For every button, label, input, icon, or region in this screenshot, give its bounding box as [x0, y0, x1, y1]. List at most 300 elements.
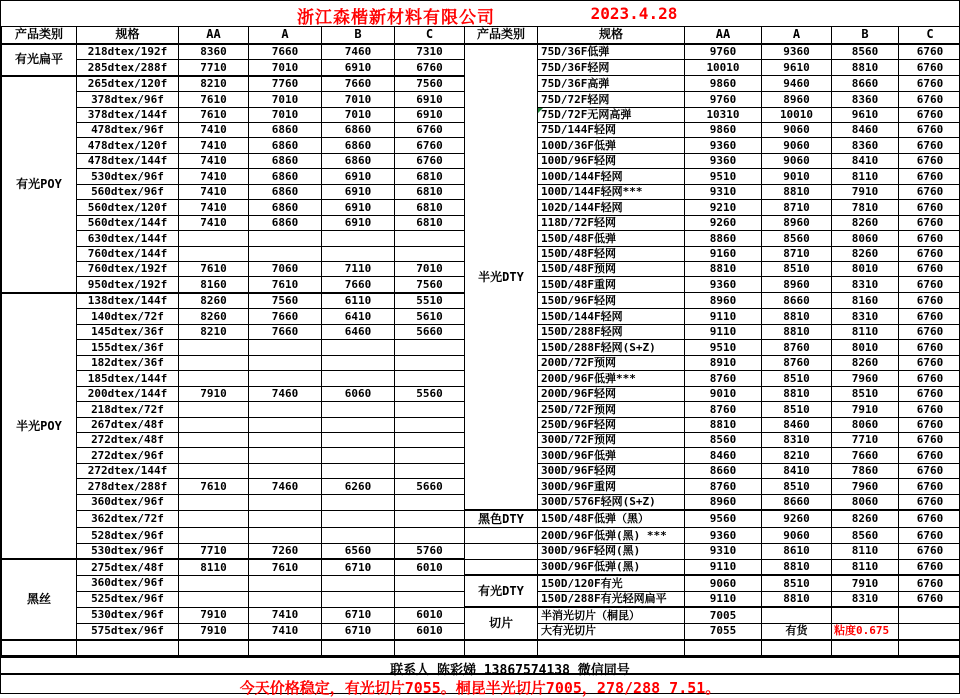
- price-cell: 8360: [179, 44, 249, 60]
- empty-cell: [249, 417, 322, 432]
- price-cell: 8110: [832, 324, 899, 339]
- spec-cell: 138dtex/144f: [77, 293, 179, 309]
- price-cell: 8260: [832, 355, 899, 370]
- price-cell: 8710: [762, 246, 832, 261]
- spec-cell: 560dtex/144f: [77, 215, 179, 230]
- price-cell: 7610: [179, 92, 249, 107]
- empty-cell: [249, 463, 322, 478]
- price-cell: 6760: [899, 371, 960, 386]
- price-cell: 8810: [762, 559, 832, 575]
- price-cell: 8160: [179, 277, 249, 293]
- price-cell: 6760: [899, 169, 960, 184]
- price-cell: 8510: [762, 371, 832, 386]
- price-cell: 6760: [899, 200, 960, 215]
- price-cell: 8710: [762, 200, 832, 215]
- price-cell: 6760: [899, 479, 960, 494]
- price-cell: 8760: [762, 355, 832, 370]
- spec-cell: 760dtex/192f: [77, 261, 179, 276]
- price-cell: 8310: [832, 277, 899, 293]
- price-cell: 7710: [179, 543, 249, 559]
- empty-cell: [249, 640, 322, 656]
- price-cell: 6760: [899, 123, 960, 138]
- price-cell: 6910: [395, 92, 465, 107]
- empty-cell: [685, 640, 762, 656]
- spec-cell: 478dtex/144f: [77, 153, 179, 168]
- empty-cell: [179, 432, 249, 447]
- price-cell: 6760: [395, 138, 465, 153]
- empty-cell: [179, 640, 249, 656]
- price-cell: 7010: [395, 261, 465, 276]
- spec-cell: 200D/72F预网: [538, 355, 685, 370]
- price-cell: 9010: [685, 386, 762, 401]
- price-cell: 8410: [762, 463, 832, 478]
- empty-cell: [179, 528, 249, 543]
- price-cell: 9060: [762, 123, 832, 138]
- empty-cell: [179, 494, 249, 510]
- price-cell: 6910: [322, 184, 395, 199]
- price-cell: 6760: [899, 184, 960, 199]
- price-cell: 6760: [899, 355, 960, 370]
- spec-cell: 272dtex/96f: [77, 448, 179, 463]
- spec-cell: 150D/48F轻网: [538, 246, 685, 261]
- notice-row: 今天价格稳定，有光切片7055。桐昆半光切片7005，278/288 7.51。: [1, 673, 959, 694]
- category-cell: 切片: [465, 607, 538, 639]
- price-cell: 7460: [249, 479, 322, 494]
- empty-cell: [179, 417, 249, 432]
- price-cell: 6760: [899, 386, 960, 401]
- empty-cell: [395, 231, 465, 246]
- column-header: A: [249, 27, 322, 44]
- spec-cell: 525dtex/96f: [77, 591, 179, 607]
- spec-cell: 102D/144F轻网: [538, 200, 685, 215]
- price-cell: 6760: [899, 76, 960, 92]
- price-cell: 6910: [322, 169, 395, 184]
- spec-cell: 150D/96F轻网: [538, 293, 685, 309]
- price-cell: 6760: [899, 261, 960, 276]
- spec-cell: 75D/144F轻网: [538, 123, 685, 138]
- spec-cell: 378dtex/96f: [77, 92, 179, 107]
- price-cell: 7910: [179, 607, 249, 623]
- price-cell: 8460: [832, 123, 899, 138]
- price-cell: 7110: [322, 261, 395, 276]
- price-cell: 6760: [899, 44, 960, 60]
- empty-cell: [322, 463, 395, 478]
- column-header: C: [395, 27, 465, 44]
- column-header: C: [899, 27, 960, 44]
- spec-cell: 300D/96F低弹(黑): [538, 559, 685, 575]
- empty-cell: [899, 607, 960, 623]
- spec-cell: 150D/288F轻网(S+Z): [538, 340, 685, 355]
- price-cell: 6760: [899, 153, 960, 168]
- price-cell: 8560: [762, 231, 832, 246]
- empty-cell: [322, 371, 395, 386]
- column-header: 产品类别: [465, 27, 538, 44]
- spec-cell: 200D/96F轻网: [538, 386, 685, 401]
- price-cell: 7560: [249, 293, 322, 309]
- price-cell: 9610: [832, 107, 899, 122]
- empty-cell: [322, 231, 395, 246]
- price-cell: 6860: [249, 215, 322, 230]
- price-cell: 7610: [179, 107, 249, 122]
- price-cell: 7710: [179, 60, 249, 76]
- price-cell: 8810: [762, 386, 832, 401]
- spec-cell: 大有光切片: [538, 623, 685, 639]
- spec-cell: 140dtex/72f: [77, 309, 179, 324]
- spec-cell: 250D/96F轻网: [538, 417, 685, 432]
- column-header: AA: [685, 27, 762, 44]
- spec-cell: 300D/72F预网: [538, 432, 685, 447]
- price-cell: 6760: [899, 591, 960, 607]
- price-cell: 8210: [179, 324, 249, 339]
- column-header: 规格: [538, 27, 685, 44]
- table-row: [2, 543, 960, 559]
- price-cell: 5660: [395, 479, 465, 494]
- empty-cell: [249, 591, 322, 607]
- price-cell: 9060: [685, 575, 762, 591]
- price-cell: 8010: [832, 340, 899, 355]
- empty-cell: [322, 591, 395, 607]
- spec-cell: 75D/72F无网高弹: [538, 107, 685, 122]
- price-cell: 7005: [685, 607, 762, 623]
- price-cell: 6860: [249, 169, 322, 184]
- price-cell: 8160: [832, 293, 899, 309]
- price-cell: 6010: [395, 559, 465, 575]
- empty-cell: [395, 402, 465, 417]
- price-cell: 6810: [395, 215, 465, 230]
- empty-cell: [899, 623, 960, 639]
- spec-cell: 275dtex/48f: [77, 559, 179, 575]
- empty-cell: [322, 640, 395, 656]
- price-cell: 6810: [395, 184, 465, 199]
- price-cell: 5610: [395, 309, 465, 324]
- price-cell: 6760: [899, 277, 960, 293]
- price-cell: 6760: [899, 402, 960, 417]
- price-cell: 粘度0.675: [832, 623, 899, 639]
- empty-cell: [322, 575, 395, 591]
- empty-cell: [249, 402, 322, 417]
- spec-cell: 75D/36F低弹: [538, 44, 685, 60]
- table-row: [2, 510, 960, 527]
- spec-cell: 478dtex/120f: [77, 138, 179, 153]
- price-cell: 10010: [762, 107, 832, 122]
- spec-cell: 530dtex/96f: [77, 543, 179, 559]
- spec-cell: 478dtex/96f: [77, 123, 179, 138]
- price-cell: 9260: [762, 510, 832, 527]
- price-cell: 9360: [762, 44, 832, 60]
- price-cell: 有货: [762, 623, 832, 639]
- price-cell: 9760: [685, 44, 762, 60]
- empty-cell: [249, 575, 322, 591]
- empty-cell: [762, 607, 832, 623]
- price-cell: 6760: [899, 528, 960, 543]
- empty-cell: [249, 231, 322, 246]
- empty-cell: [179, 340, 249, 355]
- price-cell: 7010: [249, 60, 322, 76]
- price-cell: 7660: [249, 309, 322, 324]
- price-cell: 6760: [899, 324, 960, 339]
- price-cell: 8510: [762, 575, 832, 591]
- price-cell: 9260: [685, 215, 762, 230]
- empty-cell: [395, 591, 465, 607]
- price-cell: 8910: [685, 355, 762, 370]
- price-cell: 8810: [762, 591, 832, 607]
- price-cell: 9110: [685, 559, 762, 575]
- empty-cell: [249, 340, 322, 355]
- price-cell: 6760: [899, 494, 960, 510]
- price-cell: 9210: [685, 200, 762, 215]
- price-cell: 8510: [762, 402, 832, 417]
- price-cell: 7610: [179, 261, 249, 276]
- category-cell: 有光扁平: [2, 44, 77, 76]
- spec-cell: 150D/48F重网: [538, 277, 685, 293]
- price-cell: 8410: [832, 153, 899, 168]
- spec-cell: 360dtex/96f: [77, 494, 179, 510]
- price-cell: 7610: [249, 277, 322, 293]
- price-cell: 9860: [685, 123, 762, 138]
- spec-cell: 560dtex/120f: [77, 200, 179, 215]
- price-cell: 7055: [685, 623, 762, 639]
- price-cell: 9460: [762, 76, 832, 92]
- price-cell: 8260: [832, 246, 899, 261]
- price-cell: 8860: [685, 231, 762, 246]
- price-cell: 9010: [762, 169, 832, 184]
- spec-cell: 362dtex/72f: [77, 510, 179, 527]
- empty-cell: [395, 640, 465, 656]
- price-cell: 7410: [179, 184, 249, 199]
- price-cell: 6760: [899, 107, 960, 122]
- price-cell: 8660: [762, 494, 832, 510]
- price-cell: 7410: [179, 138, 249, 153]
- spec-cell: 300D/96F轻网: [538, 463, 685, 478]
- category-cell: 黑丝: [2, 559, 77, 639]
- price-cell: 8110: [832, 169, 899, 184]
- category-cell: [465, 543, 538, 559]
- price-cell: 9610: [762, 60, 832, 76]
- price-cell: 5760: [395, 543, 465, 559]
- price-cell: 6460: [322, 324, 395, 339]
- price-cell: 8960: [685, 494, 762, 510]
- price-cell: 8510: [762, 479, 832, 494]
- price-cell: 7910: [179, 386, 249, 401]
- price-cell: 8060: [832, 231, 899, 246]
- price-cell: 7910: [179, 623, 249, 639]
- price-cell: 9560: [685, 510, 762, 527]
- price-cell: 7660: [249, 324, 322, 339]
- spec-cell: 150D/144F轻网: [538, 309, 685, 324]
- price-cell: 8460: [762, 417, 832, 432]
- price-cell: 6760: [395, 123, 465, 138]
- spec-cell: 150D/48F低弹（黑）: [538, 510, 685, 527]
- empty-cell: [832, 607, 899, 623]
- category-cell: 黑色DTY: [465, 510, 538, 527]
- price-cell: 9860: [685, 76, 762, 92]
- price-cell: 7660: [322, 76, 395, 92]
- price-cell: 6760: [899, 60, 960, 76]
- empty-cell: [179, 246, 249, 261]
- spec-cell: 950dtex/192f: [77, 277, 179, 293]
- spec-cell: 530dtex/96f: [77, 169, 179, 184]
- spec-cell: 100D/144F轻网: [538, 169, 685, 184]
- empty-cell: [2, 640, 77, 656]
- price-cell: 8210: [762, 448, 832, 463]
- price-cell: 7010: [249, 107, 322, 122]
- empty-cell: [249, 494, 322, 510]
- price-cell: 9060: [762, 153, 832, 168]
- price-cell: 6810: [395, 200, 465, 215]
- empty-cell: [77, 640, 179, 656]
- spec-cell: 200D/96F低弹***: [538, 371, 685, 386]
- price-cell: 8760: [762, 340, 832, 355]
- empty-cell: [249, 371, 322, 386]
- category-cell: 有光POY: [2, 76, 77, 293]
- spec-cell: 218dtex/72f: [77, 402, 179, 417]
- price-cell: 8760: [685, 371, 762, 386]
- price-cell: 8760: [685, 402, 762, 417]
- price-cell: 7410: [179, 215, 249, 230]
- price-cell: 7560: [395, 277, 465, 293]
- spec-cell: 150D/288F有光轻网扁平: [538, 591, 685, 607]
- spec-cell: 半消光切片（桐昆）: [538, 607, 685, 623]
- price-cell: 6860: [322, 153, 395, 168]
- price-cell: 7660: [832, 448, 899, 463]
- empty-cell: [395, 355, 465, 370]
- price-cell: 8110: [179, 559, 249, 575]
- price-cell: 7260: [249, 543, 322, 559]
- empty-cell: [538, 640, 685, 656]
- price-cell: 6710: [322, 559, 395, 575]
- price-cell: 6760: [899, 215, 960, 230]
- price-cell: 9060: [762, 528, 832, 543]
- price-cell: 6710: [322, 607, 395, 623]
- category-cell: 有光DTY: [465, 575, 538, 607]
- empty-cell: [899, 640, 960, 656]
- price-cell: 6860: [249, 184, 322, 199]
- table-row: [2, 559, 960, 575]
- price-cell: 9360: [685, 528, 762, 543]
- price-cell: 9110: [685, 324, 762, 339]
- empty-cell: [249, 246, 322, 261]
- price-cell: 6010: [395, 623, 465, 639]
- price-cell: 9510: [685, 340, 762, 355]
- empty-cell: [322, 246, 395, 261]
- spec-cell: 300D/576F轻网(S+Z): [538, 494, 685, 510]
- price-cell: 6810: [395, 169, 465, 184]
- price-cell: 7960: [832, 371, 899, 386]
- empty-cell: [322, 494, 395, 510]
- price-cell: 6110: [322, 293, 395, 309]
- price-cell: 8960: [762, 277, 832, 293]
- price-cell: 7810: [832, 200, 899, 215]
- table-row: [2, 607, 960, 623]
- spec-cell: 360dtex/96f: [77, 575, 179, 591]
- empty-cell: [832, 640, 899, 656]
- title-row: [1, 1, 959, 26]
- price-cell: 7960: [832, 479, 899, 494]
- category-cell: 半光POY: [2, 293, 77, 559]
- price-cell: 8110: [832, 559, 899, 575]
- spec-cell: 100D/36F低弹: [538, 138, 685, 153]
- empty-cell: [395, 448, 465, 463]
- empty-cell: [395, 432, 465, 447]
- price-cell: 7560: [395, 76, 465, 92]
- price-cell: 10010: [685, 60, 762, 76]
- price-cell: 8960: [762, 215, 832, 230]
- price-cell: 7860: [832, 463, 899, 478]
- price-cell: 6760: [899, 246, 960, 261]
- price-cell: 8310: [832, 309, 899, 324]
- empty-cell: [395, 494, 465, 510]
- empty-cell: [179, 591, 249, 607]
- price-cell: 9310: [685, 543, 762, 559]
- spec-cell: 155dtex/36f: [77, 340, 179, 355]
- price-cell: 6910: [322, 200, 395, 215]
- price-cell: 7660: [249, 44, 322, 60]
- spec-cell: 560dtex/96f: [77, 184, 179, 199]
- category-cell: [465, 528, 538, 543]
- empty-cell: [395, 371, 465, 386]
- spec-cell: 300D/96F轻网(黑): [538, 543, 685, 559]
- spec-cell: 75D/36F高弹: [538, 76, 685, 92]
- price-cell: 7410: [179, 123, 249, 138]
- spec-cell: 265dtex/120f: [77, 76, 179, 92]
- price-cell: 8660: [685, 463, 762, 478]
- price-cell: 8660: [832, 76, 899, 92]
- empty-cell: [395, 528, 465, 543]
- empty-cell: [395, 417, 465, 432]
- price-cell: 6060: [322, 386, 395, 401]
- spec-cell: 575dtex/96f: [77, 623, 179, 639]
- column-header: 规格: [77, 27, 179, 44]
- price-cell: 7410: [179, 153, 249, 168]
- price-cell: 5560: [395, 386, 465, 401]
- table-row: [2, 44, 960, 60]
- price-cell: 7910: [832, 184, 899, 199]
- price-cell: 6260: [322, 479, 395, 494]
- price-cell: 8560: [832, 44, 899, 60]
- price-cell: 8560: [832, 528, 899, 543]
- price-cell: 6760: [899, 448, 960, 463]
- price-cell: 7610: [249, 559, 322, 575]
- price-cell: 9360: [685, 277, 762, 293]
- price-cell: 7460: [322, 44, 395, 60]
- price-cell: 8310: [832, 591, 899, 607]
- empty-cell: [322, 417, 395, 432]
- price-cell: 9060: [762, 138, 832, 153]
- price-cell: 7410: [179, 200, 249, 215]
- spec-cell: 630dtex/144f: [77, 231, 179, 246]
- price-cell: 8360: [832, 138, 899, 153]
- spec-cell: 285dtex/288f: [77, 60, 179, 76]
- empty-cell: [179, 463, 249, 478]
- spec-cell: 145dtex/36f: [77, 324, 179, 339]
- price-cell: 6760: [899, 340, 960, 355]
- spec-cell: 530dtex/96f: [77, 607, 179, 623]
- price-cell: 7710: [832, 432, 899, 447]
- price-table-body: [2, 44, 960, 656]
- spec-cell: 200D/96F低弹(黑) ***: [538, 528, 685, 543]
- price-cell: 8460: [685, 448, 762, 463]
- column-header: B: [322, 27, 395, 44]
- column-header: AA: [179, 27, 249, 44]
- price-cell: 8060: [832, 494, 899, 510]
- price-cell: 6760: [899, 510, 960, 527]
- price-cell: 6760: [899, 92, 960, 107]
- price-cell: 6560: [322, 543, 395, 559]
- empty-row: [2, 640, 960, 656]
- price-cell: 6760: [899, 293, 960, 309]
- price-cell: 8810: [762, 309, 832, 324]
- empty-cell: [395, 463, 465, 478]
